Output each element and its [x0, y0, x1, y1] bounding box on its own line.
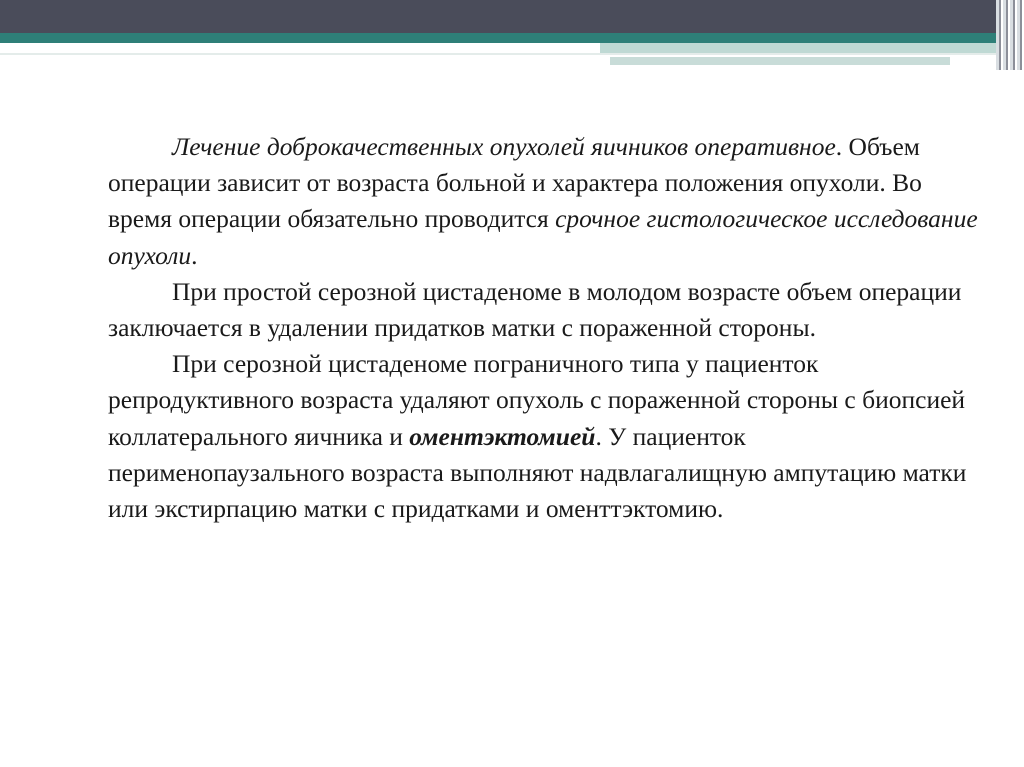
header-band-step	[610, 57, 950, 65]
text-segment: срочное гистологическое исследование опухоли	[108, 204, 978, 270]
header-stripes-decoration	[996, 0, 1024, 70]
paragraph-simple-cystadenoma	[108, 274, 978, 346]
slide-body	[108, 129, 978, 527]
text-segment: При серозной цистаденоме пограничного типа у пациенток репродуктивного возраста удаляют опухоль с пораженной стороны с биопсией коллатерального яичника и	[108, 349, 966, 451]
paragraph-borderline-cystadenoma	[108, 346, 978, 527]
text-segment: . Объем операции зависит от возраста больной и характера положения опухоли. Во время операции обязательно проводится	[108, 132, 922, 234]
text-segment: При простой серозной цистаденоме в молодом возрасте объем операции заключается в удалении придатков матки с пораженной стороны.	[108, 276, 962, 343]
paragraph-treatment	[108, 129, 978, 274]
text-segment: оментэктомией	[409, 421, 596, 451]
header-band-teal-light	[600, 43, 1024, 53]
text-segment: Лечение доброкачественных опухолей яичников оперативное	[172, 132, 836, 161]
header-band-dark	[0, 0, 1024, 33]
text-segment: .	[191, 240, 198, 270]
header-divider-line	[0, 53, 1024, 55]
header-band-teal	[0, 33, 1024, 43]
text-segment: . У пациенток перименопаузального возраста выполняют надвлагалищную ампутацию матки или экстирпацию матки с придатками и оменттэктомию.	[108, 421, 967, 524]
